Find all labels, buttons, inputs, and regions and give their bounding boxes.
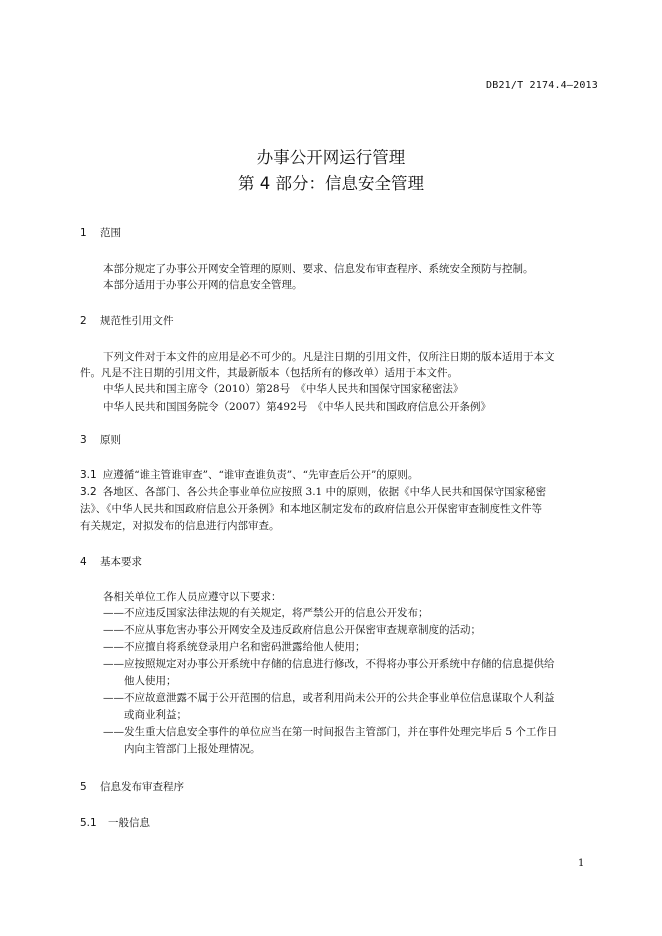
list-item: ——发生重大信息安全事件的单位应当在第一时间报告主管部门，并在事件处理完毕后 5 个工作日: [103, 726, 558, 738]
section-1-heading: [80, 226, 121, 240]
list-item-continuation: 或商业利益；: [124, 709, 187, 721]
clause-number: 3.1: [80, 469, 97, 481]
standard-number: DB21/T 2174.4—2013: [486, 80, 598, 91]
paragraph: 件。凡是不注日期的引用文件，其最新版本（包括所有的修改单）适用于本文件。: [80, 367, 458, 379]
section-2-heading: [80, 314, 174, 328]
list-item: ——不应擅自将系统登录用户名和密码泄露给他人使用；: [103, 641, 366, 653]
section-title: 规范性引用文件: [100, 315, 174, 327]
list-item: ——应按照规定对办事公开系统中存储的信息进行修改，不得将办事公开系统中存储的信息提供给: [103, 658, 555, 670]
section-5-heading: [80, 780, 184, 794]
section-number: 4: [80, 556, 87, 568]
list-item-continuation: 他人使用；: [124, 675, 177, 687]
document-title: 办事公开网运行管理: [256, 148, 406, 167]
list-item: ——不应从事危害办事公开网安全及违反政府信息公开保密审查规章制度的活动；: [103, 624, 481, 636]
paragraph: 各相关单位工作人员应遵守以下要求：: [103, 591, 282, 603]
clause-number: 3.2: [80, 486, 97, 498]
section-number: 2: [80, 315, 87, 327]
list-item: ——不应违反国家法律法规的有关规定，将严禁公开的信息公开发布；: [103, 607, 429, 619]
subsection-5-1-heading: [80, 816, 150, 830]
clause-text: 应遵循“谁主管谁审查”、“谁审查谁负责”、“先审查后公开”的原则。: [102, 469, 419, 481]
paragraph: 下列文件对于本文件的应用是必不可少的。凡是注日期的引用文件，仅所注日期的版本适用于本文: [103, 351, 555, 363]
section-number: 1: [80, 227, 87, 239]
list-item-continuation: 内向主管部门上报处理情况。: [124, 743, 261, 755]
section-3-heading: [80, 433, 121, 447]
clause-3-2: [80, 485, 546, 501]
clause-text: 各地区、各部门、各公共企事业单位应按照 3.1 中的原则，依据《中华人民共和国保守国家秘密: [102, 486, 547, 498]
paragraph: 法》、《中华人民共和国政府信息公开条例》和本地区制定发布的政府信息公开保密审查制度性文件等: [80, 503, 542, 515]
section-title: 基本要求: [100, 556, 142, 568]
clause-3-1: [80, 468, 418, 484]
paragraph: 本部分适用于办事公开网的信息安全管理。: [103, 279, 303, 291]
page-number: 1: [578, 858, 585, 869]
list-item: ——不应故意泄露不属于公开范围的信息，或者利用尚未公开的公共企事业单位信息谋取个人利益: [103, 692, 555, 704]
reference-item: 中华人民共和国主席令（2010）第28号 《中华人民共和国保守国家秘密法》: [103, 383, 464, 395]
section-number: 5.1: [80, 817, 97, 829]
section-number: 3: [80, 434, 87, 446]
paragraph: 有关规定，对拟发布的信息进行内部审查。: [80, 520, 280, 532]
section-number: 5: [80, 781, 87, 793]
document-subtitle: 第 4 部分：信息安全管理: [238, 174, 424, 193]
section-title: 一般信息: [108, 817, 150, 829]
section-title: 原则: [100, 434, 121, 446]
section-4-heading: [80, 555, 142, 569]
section-title: 范围: [100, 227, 121, 239]
section-title: 信息发布审查程序: [100, 781, 184, 793]
paragraph: 本部分规定了办事公开网安全管理的原则、要求、信息发布审查程序、系统安全预防与控制。: [103, 263, 534, 275]
reference-item: 中华人民共和国国务院令（2007）第492号 《中华人民共和国政府信息公开条例》: [103, 401, 492, 413]
